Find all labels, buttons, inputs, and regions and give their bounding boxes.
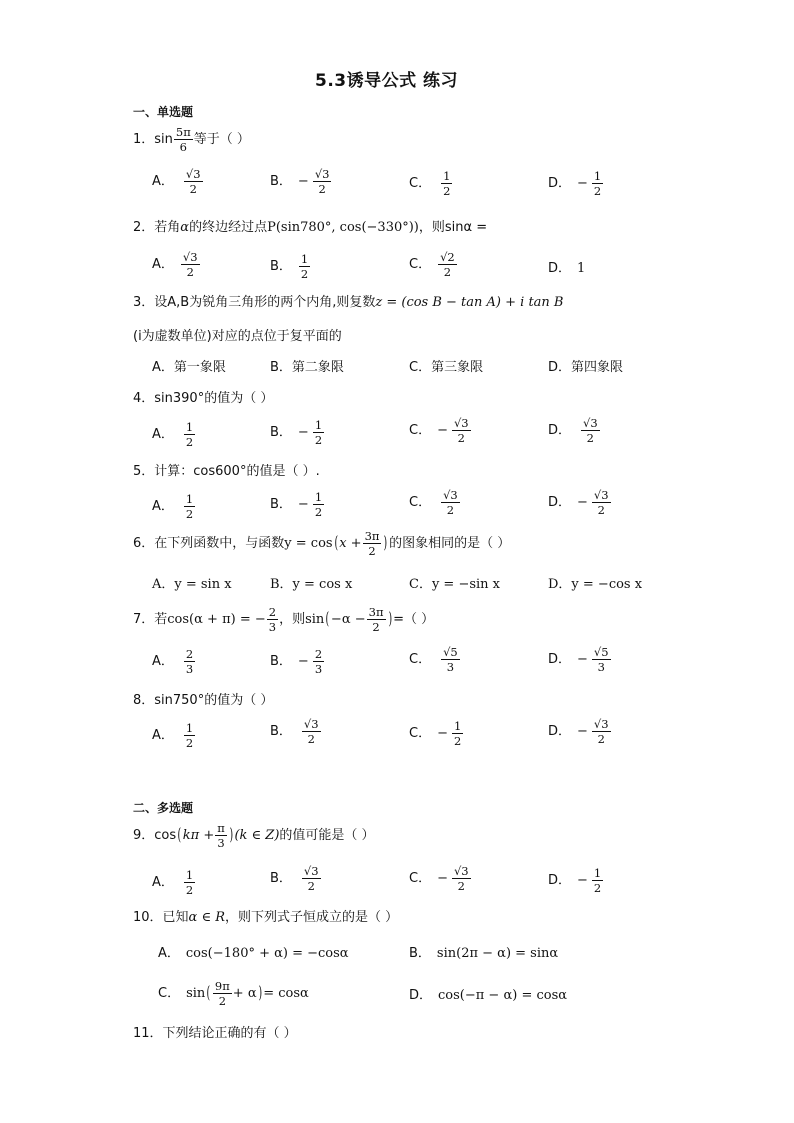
question-10: 10．已知α ∈ R，则下列式子恒成立的是（ ） (133, 910, 399, 925)
q4-option-d: D． $\frac{√3}{2}$ (548, 416, 598, 446)
q5-option-a: A． $\frac{1}{2}$ (152, 492, 194, 522)
q10-option-d: D． cos(−π − α) = cosα (409, 988, 568, 1003)
q6-option-a: A．y = sin x (152, 577, 232, 592)
q6-option-c: C．y = −sin x (409, 577, 501, 592)
q1-option-d: D． − $\frac{1}{2}$ (548, 169, 602, 199)
q8-option-a: A． $\frac{1}{2}$ (152, 721, 194, 751)
q1-option-b: B． − $\frac{√3}{2}$ (270, 167, 330, 197)
section-heading-single-choice: 一、单选题 (133, 105, 194, 119)
q5-option-b: B． − $\frac{1}{2}$ (270, 490, 323, 520)
q8-option-b: B． $\frac{√3}{2}$ (270, 717, 319, 747)
q3-option-c: C．第三象限 (409, 360, 484, 375)
question-1-prefix: 1．sin (133, 132, 173, 148)
q9-option-d: D． − $\frac{1}{2}$ (548, 866, 602, 896)
question-5: 5．计算：cos600°的值是（ ）. (133, 464, 320, 479)
q8-option-c: C． − $\frac{1}{2}$ (409, 719, 462, 749)
q9-option-c: C． − $\frac{√3}{2}$ (409, 864, 469, 894)
q5-option-c: C． $\frac{√3}{2}$ (409, 488, 458, 518)
fraction: $\frac{5\pi}{6}$ (175, 125, 191, 155)
alpha-symbol: α (180, 220, 190, 235)
q3-option-d: D．第四象限 (548, 360, 624, 375)
question-3-line-2: (i为虚数单位)对应的点位于复平面的 (133, 329, 342, 344)
q7-option-b: B． − $\frac{2}{3}$ (270, 647, 323, 677)
question-1-suffix: 等于（ ） (193, 132, 250, 148)
q5-option-d: D． − $\frac{√3}{2}$ (548, 488, 609, 518)
q9-option-a: A． $\frac{1}{2}$ (152, 868, 194, 898)
question-3: 3．设A,B为锐角三角形的两个内角,则复数z = (cos B − tan A) + i tan B (133, 295, 564, 310)
q10-option-b: B． sin(2π − α) = sinα (409, 946, 559, 961)
q10-option-c: C． sin ( $\frac{9\pi}{2}$ + α ) = cosα (158, 979, 309, 1009)
q3-option-a: A．第一象限 (152, 360, 226, 375)
question-6: 6．在下列函数中，与函数 y = cos ( x + $\frac{3\pi}{2}$ ) 的图象相同的是（ ） (133, 529, 511, 559)
q7-option-d: D． − $\frac{√5}{3}$ (548, 645, 609, 675)
q2-option-c: C． $\frac{√2}{2}$ (409, 250, 455, 280)
page-title: 5.3诱导公式 练习 (315, 71, 459, 91)
question-9: 9．cos ( kπ + $\frac{\pi}{3}$ ) (k ∈ Z) 的值可能是（ ） (133, 821, 375, 851)
q1-option-a: A． $\frac{√3}{2}$ (152, 167, 201, 197)
q4-option-a: A． $\frac{1}{2}$ (152, 420, 194, 450)
question-11: 11．下列结论正确的有（ ） (133, 1026, 297, 1041)
question-1 (133, 126, 250, 153)
q8-option-d: D． − $\frac{√3}{2}$ (548, 717, 609, 747)
q1-option-c: C． $\frac{1}{2}$ (409, 169, 451, 199)
question-2: 2．若角α的终边经过点P(sin780°, cos(−330°))，则sinα = (133, 220, 488, 235)
section-heading-multiple-choice: 二、多选题 (133, 801, 194, 815)
q6-option-d: D．y = −cos x (548, 577, 643, 592)
q2-option-d: D． 1 (548, 261, 586, 276)
q9-option-b: B． $\frac{√3}{2}$ (270, 864, 319, 894)
point-expression: P(sin780°, cos(−330°)) (267, 220, 419, 235)
q2-option-b: B． $\frac{1}{2}$ (270, 252, 309, 282)
q7-option-a: A． $\frac{2}{3}$ (152, 647, 194, 677)
q7-option-c: C． $\frac{√5}{3}$ (409, 645, 458, 675)
question-7: 7．若 cos(α + π) = − $\frac{2}{3}$ ，则 sin ( −α − $\frac{3\pi}{2}$ ) =（ ） (133, 605, 435, 635)
q3-option-b: B．第二象限 (270, 360, 344, 375)
q6-option-b: B．y = cos x (270, 577, 353, 592)
q2-option-a: A． $\frac{√3}{2}$ (152, 250, 198, 280)
question-8: 8．sin750°的值为（ ） (133, 693, 274, 708)
question-4: 4．sin390°的值为（ ） (133, 391, 274, 406)
q10-option-a: A． cos(−180° + α) = −cosα (158, 946, 349, 961)
q4-option-b: B． − $\frac{1}{2}$ (270, 418, 323, 448)
q4-option-c: C． − $\frac{√3}{2}$ (409, 416, 469, 446)
